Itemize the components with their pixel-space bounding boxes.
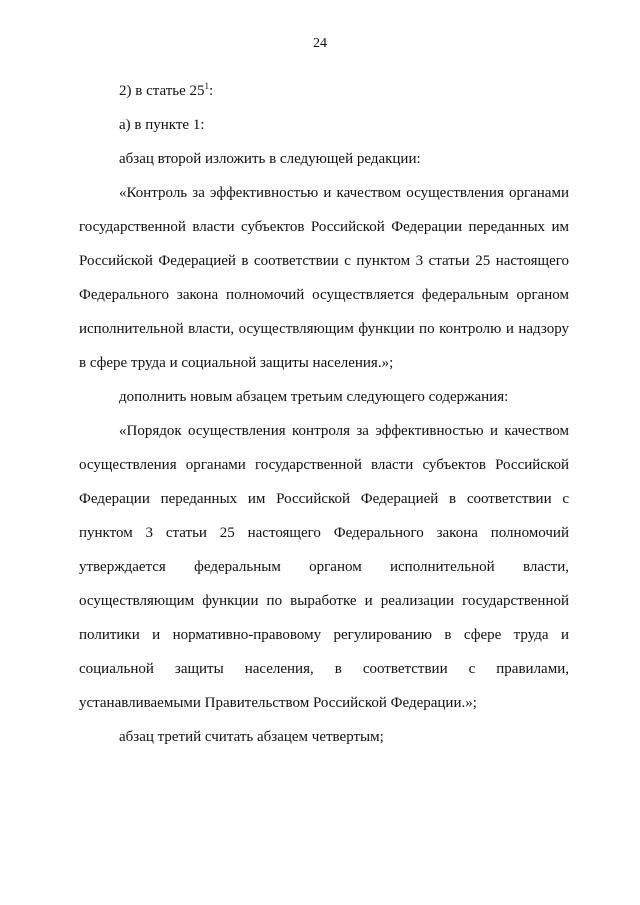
paragraph-control-quote: «Контроль за эффективностью и качеством осуществления органами государственной власти субъектов Российской Федерации переданных им Российской Федерацией в соответствии с пунктом 3 статьи 25 настоящего Федерального закона полномочий осуществляется федеральным органом исполнительной власти, осуществляющим функции по контролю и надзору в сфере труда и социальной защиты населения.»; (79, 185, 569, 371)
paragraph-instruction-second: абзац второй изложить в следующей редакции: (119, 151, 421, 167)
article-heading-colon: : (209, 83, 214, 99)
paragraph-article-heading (79, 74, 569, 108)
paragraph-procedure-quote: «Порядок осуществления контроля за эффективностью и качеством осуществления органами государственной власти субъектов Российской Федерации переданных им Российской Федерацией в соответствии с пунктом 3 статьи 25 настоящего Федерального закона полномочий утверждается федеральным органом исполнительной власти, осуществляющим функции по выработке и реализации государственной политики и нормативно-правовому регулированию в сфере труда и социальной защиты населения, в соответствии с правилами, устанавливаемыми Правительством Российской Федерации.»; (79, 423, 569, 711)
article-superscript: 1 (204, 81, 210, 91)
paragraph-instruction-renumber: абзац третий считать абзацем четвертым; (119, 729, 384, 745)
paragraph-item-a: а) в пункте 1: (119, 117, 205, 133)
document-body (79, 74, 569, 754)
paragraph-instruction-add: дополнить новым абзацем третьим следующего содержания: (119, 389, 509, 405)
article-heading-text: 2) в статье 25 (119, 83, 205, 99)
page-number: 24 (313, 36, 327, 51)
